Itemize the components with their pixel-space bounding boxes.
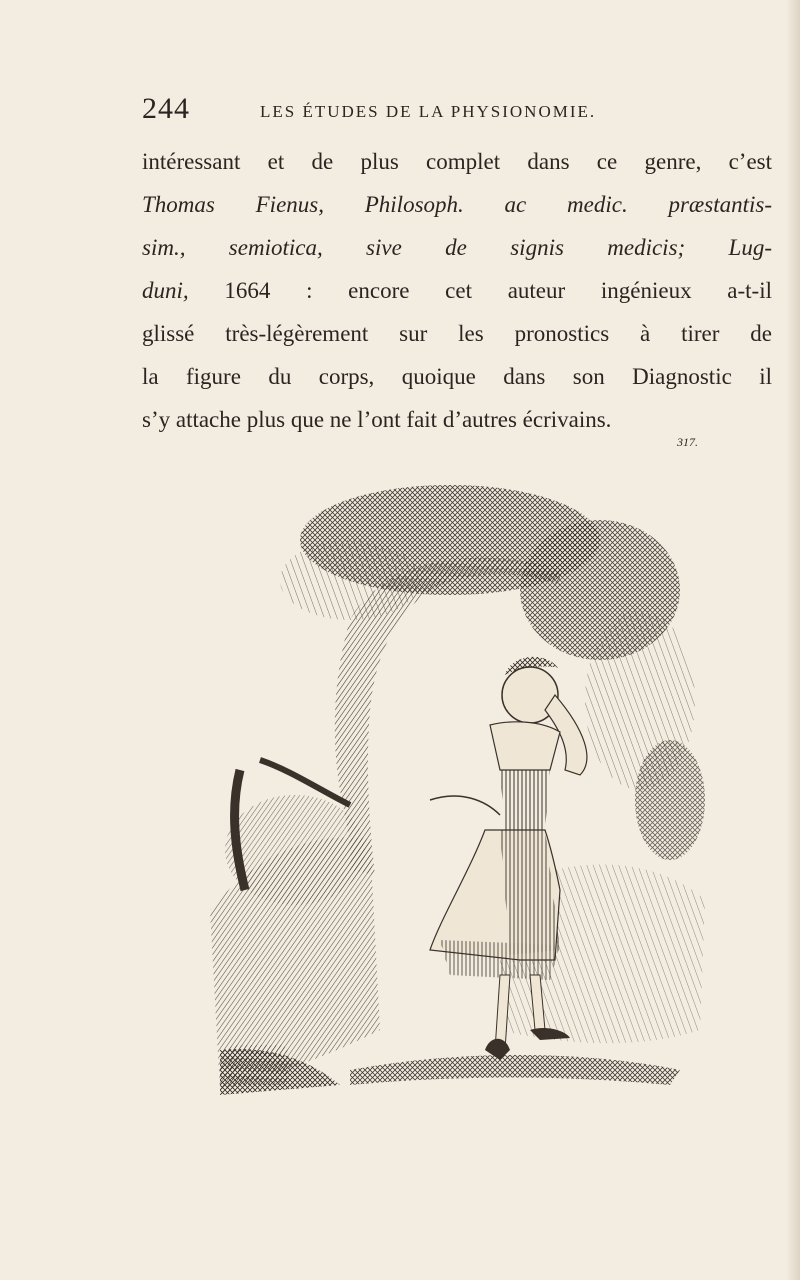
text-line: intéressant et de plus complet dans ce genre, c’est [142,149,772,174]
text-line: Thomas Fienus, Philosoph. ac medic. præstantis- [142,192,772,217]
running-head-title: LES ÉTUDES DE LA PHYSIONOMIE. [260,102,597,121]
text-line: glissé très-légèrement sur les pronostics à tirer de [142,321,772,346]
page-edge-shadow [786,0,800,1280]
body-paragraph [142,140,772,441]
text-roman: 1664 : encore cet auteur ingénieux a-t-il [188,278,772,303]
tree-foliage [225,485,705,905]
engraving-illustration [200,470,720,1110]
text-line: la figure du corps, quoique dans son Diagnostic il [142,364,772,389]
text-italic: duni, [142,278,189,303]
text-line: sim., semiotica, sive de signis medicis; Lug- [142,235,772,260]
plate-number: 317. [677,435,698,449]
running-head [142,92,662,132]
page-number: 244 [142,92,190,125]
text-line: s’y attache plus que ne l’ont fait d’autres écrivains. [142,407,612,432]
text-line [142,269,772,312]
